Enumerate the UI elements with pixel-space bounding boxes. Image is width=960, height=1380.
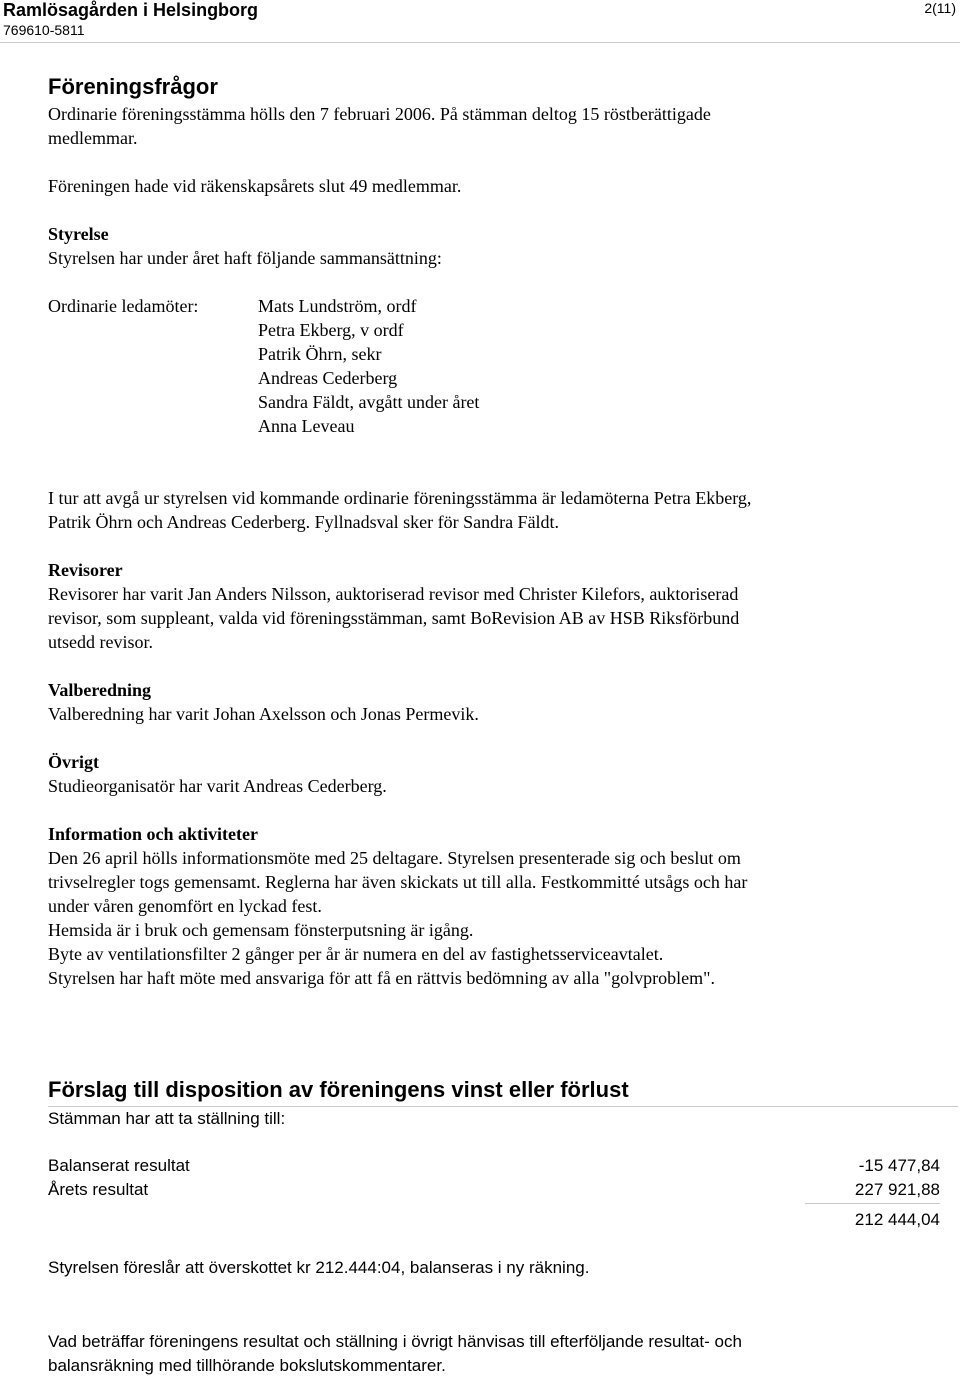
info-text-line: Hemsida är i bruk och gemensam fönsterputsning är igång.	[48, 920, 474, 940]
proposal-block	[48, 1256, 958, 1280]
section-heading: Revisorer	[48, 560, 123, 580]
disposition-title: Förslag till disposition av föreningens vinst eller förlust	[48, 1077, 629, 1102]
result-value: -15 477,84	[858, 1156, 940, 1175]
board-member-list	[258, 294, 479, 438]
board-member: Petra Ekberg, v ordf	[258, 320, 404, 340]
info-text-line: Den 26 april hölls informationsmöte med 25 deltagare. Styrelsen presenterade sig och beslut om	[48, 848, 741, 868]
section-ovrigt	[48, 750, 948, 798]
section-heading: Information och aktiviteter	[48, 824, 258, 844]
section-title: Föreningsfrågor	[48, 74, 218, 99]
organization-name: Ramlösagården i Helsingborg	[3, 0, 259, 20]
meeting-text-line: medlemmar.	[48, 128, 138, 148]
info-text-line: under våren genomfört en lyckad fest.	[48, 896, 322, 916]
result-label: Balanserat resultat	[48, 1156, 190, 1175]
section-heading: Styrelse	[48, 224, 109, 244]
section-valberedning	[48, 678, 948, 726]
meeting-text-line: Ordinarie föreningsstämma hölls den 7 februari 2006. På stämman deltog 15 röstberättigade	[48, 104, 711, 124]
total-value: 212 444,04	[854, 1210, 940, 1229]
reference-text-line: balansräkning med tillhörande bokslutskommentarer.	[48, 1356, 446, 1375]
main-content	[48, 72, 948, 990]
info-text-line: Byte av ventilationsfilter 2 gånger per år är numera en del av fastighetsserviceavtalet.	[48, 944, 664, 964]
organization-number: 769610-5811	[3, 22, 85, 38]
header-divider	[0, 42, 960, 43]
reference-text-line: Vad beträffar föreningens resultat och ställning i övrigt hänvisas till efterföljande resultat- och	[48, 1332, 742, 1351]
info-text-line: trivselregler togs gemensamt. Reglerna har även skickats ut till alla. Festkommitté utsågs och har	[48, 872, 748, 892]
result-label: Årets resultat	[48, 1180, 149, 1199]
page-number: 2(11)	[924, 0, 956, 16]
board-member: Anna Leveau	[258, 416, 355, 436]
board-note-line: Patrik Öhrn och Andreas Cederberg. Fyllnadsval sker för Sandra Fäldt.	[48, 512, 560, 532]
member-count-text: Föreningen hade vid räkenskapsårets slut 49 medlemmar.	[48, 176, 462, 196]
board-label: Ordinarie ledamöter:	[48, 296, 199, 316]
proposal-text: Styrelsen föreslår att överskottet kr 212.444:04, balanseras i ny räkning.	[48, 1258, 590, 1277]
result-value: 227 921,88	[854, 1180, 940, 1199]
info-text-line: Styrelsen har haft möte med ansvariga för att få en rättvis bedömning av alla "golvproblem".	[48, 968, 715, 988]
board-member: Sandra Fäldt, avgått under året	[258, 392, 480, 412]
auditor-text-line: Revisorer har varit Jan Anders Nilsson, auktoriserad revisor med Christer Kilefors, auktoriserad	[48, 584, 739, 604]
auditor-text-line: utsedd revisor.	[48, 632, 153, 652]
board-member: Andreas Cederberg	[258, 368, 398, 388]
section-information	[48, 822, 948, 990]
reference-block	[48, 1330, 958, 1378]
section-heading: Valberedning	[48, 680, 152, 700]
board-intro: Styrelsen har under året haft följande sammansättning:	[48, 248, 442, 268]
other-text: Studieorganisatör har varit Andreas Cederberg.	[48, 776, 387, 796]
board-member: Patrik Öhrn, sekr	[258, 344, 382, 364]
section-revisorer	[48, 558, 948, 654]
disposition-subtitle: Stämman har att ta ställning till:	[48, 1109, 286, 1128]
auditor-text-line: revisor, som suppleant, valda vid föreningsstämman, samt BoRevision AB av HSB Riksförbund	[48, 608, 740, 628]
board-composition	[48, 294, 948, 438]
section-disposition	[48, 1076, 958, 1131]
section-foreningsfragor	[48, 72, 948, 198]
sum-divider	[805, 1203, 940, 1204]
section-heading: Övrigt	[48, 752, 99, 772]
section-styrelse	[48, 222, 948, 534]
board-member: Mats Lundström, ordf	[258, 296, 417, 316]
nomination-text: Valberedning har varit Johan Axelsson och Jonas Permevik.	[48, 704, 479, 724]
board-note-line: I tur att avgå ur styrelsen vid kommande ordinarie föreningsstämma är ledamöterna Petra Ekberg,	[48, 488, 752, 508]
